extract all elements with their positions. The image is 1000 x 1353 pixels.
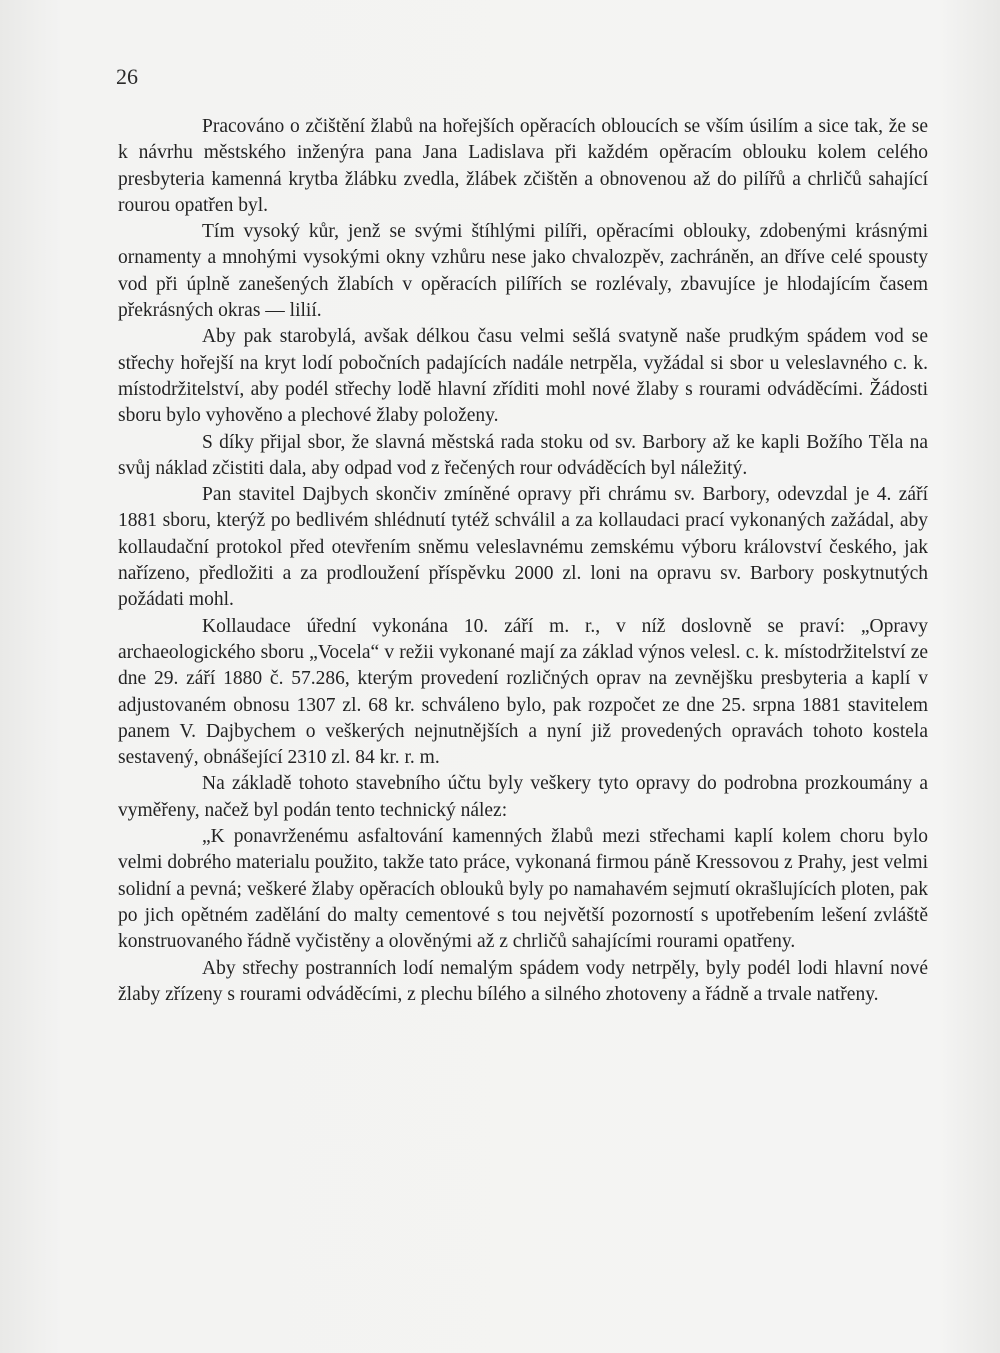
paragraph: „K ponavrženému asfaltování kamenných žlabů mezi střechami kaplí kolem choru bylo velmi dobrého materialu použito, takže tato práce, vykonaná firmou páně Kressovou z Prahy, jest velmi solidní a pevná; veškeré žlaby opěracích oblouků byly po namahavém sejmutí okrašlujících ploten, pak po jich opětném zadělání do malty cementové s tou největší pozorností s upotřebením lešení zvláště konstruovaného řádně vyčistěny a olověnými až z chrličů sahajícími rourami opatřeny. — [118, 826, 928, 953]
page-number: 26 — [116, 64, 138, 89]
paragraph: S díky přijal sbor, že slavná městská rada stoku od sv. Barbory až ke kapli Božího Těla na svůj náklad zčistiti dala, aby odpad vod z řečených rour odváděcích byl náležitý. — [118, 431, 928, 479]
paragraph: Pracováno o zčištění žlabů na hořejších opěracích obloucích se vším úsilím a sice tak, že se k návrhu městského inženýra pana Jana Ladislava při každém opěracím oblouku kolem celého presbyteria kamenná krytba žlábku zvedla, žlábek zčištěn a obnovenou až do pilířů a chrličů sahající rourou opatřen byl. — [118, 116, 928, 216]
body-text — [118, 114, 928, 1008]
paragraph: Tím vysoký kůr, jenž se svými štíhlými pilíři, opěracími oblouky, zdobenými krásnými ornamenty a mnohými vysokými okny vzhůru nese jako chvalozpěv, zachráněn, an dříve celé spousty vod při úplně zanešených žlabích v opěracích pilířích se rozlévaly, zbavujíce je hlodajícím časem překrásných okras — lilií. — [118, 221, 928, 322]
paragraph: Aby pak starobylá, avšak délkou času velmi sešlá svatyně naše prudkým spádem vod se střechy hořejší na kryt lodí pobočních padajících nadále netrpěla, vyžádal si sbor u veleslavného c. k. místodržitelství, aby podél střechy lodě hlavní zříditi mohl nové žlaby s rourami odváděcími. Žádosti sboru bylo vyhověno a plechové žlaby položeny. — [118, 326, 928, 427]
paragraph: Aby střechy postranních lodí nemalým spádem vody netrpěly, byly podél lodi hlavní nové žlaby zřízeny s rourami odváděcími, z plechu bílého a silného zhotoveny a řádně a trvale natřeny. — [118, 957, 928, 1005]
paragraph: Na základě tohoto stavebního účtu byly veškery tyto opravy do podrobna prozkoumány a vyměřeny, načež byl podán tento technický nález: — [118, 773, 928, 821]
paragraph: Pan stavitel Dajbych skončiv zmíněné opravy při chrámu sv. Barbory, odevzdal je 4. září 1881 sboru, kterýž po bedlivém shlédnutí tytéž schválil a za kollaudaci prací vykonaných zažádal, aby kollaudační protokol před otevřením sněmu veleslavnému zemskému výboru království českého, jak nařízeno, předložiti a za prodloužení příspěvku 2000 zl. loni na opravu sv. Barbory poskytnutých požádati mohl. — [118, 484, 928, 611]
paragraph: Kollaudace úřední vykonána 10. září m. r., v níž doslovně se praví: „Opravy archaeologického sboru „Vocela“ v režii vykonané mají za základ výnos velesl. c. k. místodržitelství ze dne 29. září 1880 č. 57.286, kterým provedení rozličných oprav na zevnějšku presbyteria a kaplí v adjustovaném obnosu 1307 zl. 68 kr. schváleno bylo, pak rozpočet ze dne 25. srpna 1881 stavitelem panem V. Dajbychem o veškerých nejnutnějších a nyní již provedených opravách tohoto kostela sestavený, obnášející 2310 zl. 84 kr. r. m. — [118, 615, 928, 769]
